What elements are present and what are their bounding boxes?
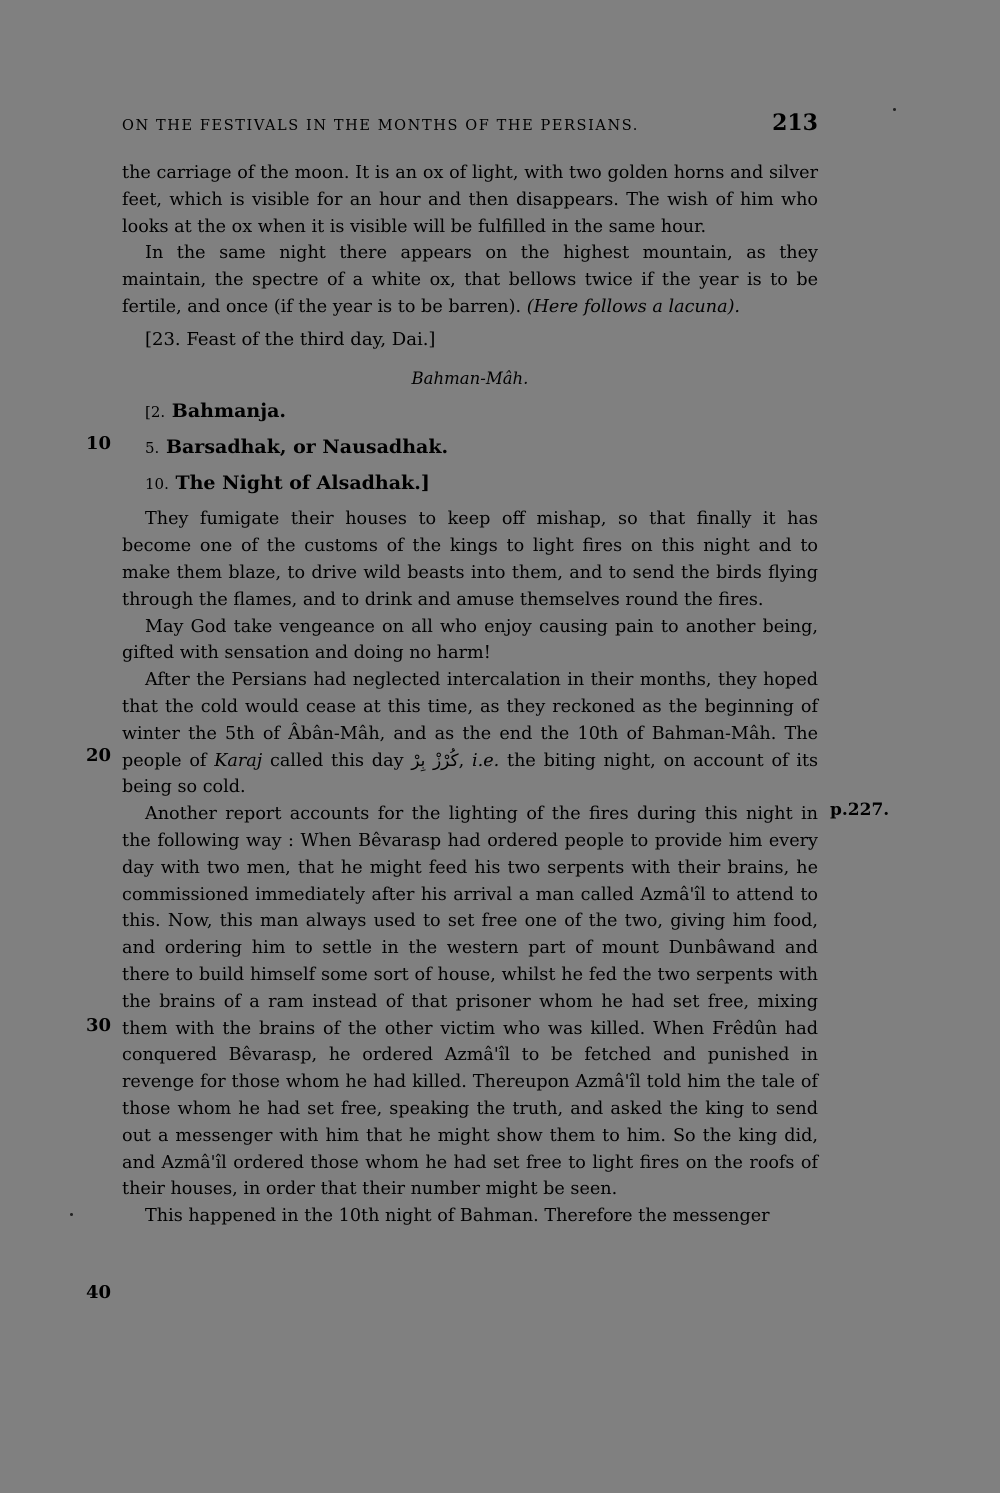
entry-number: [2. [145,403,166,422]
paragraph-text: After the Persians had neglected intercalation in their months, they hoped that the cold would cease at this time, as they reckoned as the beginning of winter the 5th of Âbân-Mâh, and as the end the 10th of Bahman-Mâh. The people of [122,670,818,771]
entry-number: 10. [145,475,169,494]
entry-title: Barsadhak, or Nausadhak. [165,436,449,459]
page-body [122,160,818,1230]
arabic-term: كُرْزْ بِرْ [411,750,459,771]
festival-entry [145,430,818,466]
line-number-40: 40 [86,1282,112,1303]
ie-abbrev: i.e. [472,750,500,771]
line-number-30: 30 [86,1015,112,1036]
place-name: Karaj [214,750,263,771]
speck-mark [893,108,896,111]
paragraph: May God take vengeance on all who enjoy causing pain to another being, gifted with sensation and doing no harm! [122,616,818,664]
lacuna-note: (Here follows a lacuna). [526,296,741,317]
entry-title: Bahmanja. [171,400,287,423]
page-header [122,110,818,136]
feast-heading: [23. Feast of the third day, Dai.] [145,328,436,350]
line-number-20: 20 [86,745,112,766]
paragraph-text: the biting night, on account of its being so cold. [122,750,819,798]
running-head: ON THE FESTIVALS IN THE MONTHS OF THE PERSIANS. [122,118,639,134]
paragraph: the carriage of the moon. It is an ox of light, with two golden horns and silver feet, which is visible for an hour and then disappears. The wish of him who looks at the ox when it is visible will be fulfilled in the same hour. [122,163,818,237]
paragraph-text: called this day [269,750,404,771]
speck-mark [70,1213,73,1216]
paragraph [122,240,818,320]
festival-entry [145,394,818,430]
paragraph: This happened in the 10th night of Bahman. Therefore the messenger [145,1206,770,1227]
paragraph: After the Persians had neglected intercalation in their months, they hoped that the cold would cease at this time, as they reckoned as the beginning of winter the 5th of Âbân-Mâh, and as the end the 10th of Bahman-Mâh. The people of Karaj called this day كُرْزْ بِرْ, i.e. the biting night, on account of its being so cold. [122,670,819,798]
paragraph: They fumigate their houses to keep off mishap, so that finally it has become one of the customs of the kings to light fires on this night and to make them blaze, to drive wild beasts into them, and to send the birds flying through the flames, and to drink and amuse themselves round the fires. [122,509,818,610]
line-number-10: 10 [86,433,112,454]
entry-number: 5. [145,439,160,458]
paragraph-text: In the same night there appears on the highest mountain, as they maintain, the spectre of a white ox, that bellows twice if the year is to be fertile, and once (if the year is to be barren). [122,243,818,317]
festival-entry [145,466,818,502]
paragraph: Another report accounts for the lighting of the fires during this night in the following way : When Bêvarasp had ordered people to provide him every day with two men, that he might feed his two serpents with their brains, he commissioned immediately after his arrival a man called Azmâ'îl to attend to this. Now, this man always used to set free one of the two, giving him food, and ordering him to settle in the western part of mount Dunbâwand and there to build himself some sort of house, whilst he fed the two serpents with the brains of a ram instead of that prisoner whom he had set free, mixing them with the brains of the other victim who was killed. When Frêdûn had conquered Bêvarasp, he ordered Azmâ'îl to be fetched and punished in revenge for those whom he had killed. Thereupon Azmâ'îl told him the tale of those whom he had set free, speaking the truth, and asked the king to send out a messenger with him that he might show them to him. So the king did, and Azmâ'îl ordered those whom he had set free to light fires on the roofs of their houses, in order that their number might be seen. [122,804,818,1200]
month-title: Bahman-Mâh. [411,368,529,388]
entry-title: The Night of Alsadhak.] [175,472,430,495]
page-number: 213 [772,110,818,136]
margin-reference: p.227. [830,800,890,820]
